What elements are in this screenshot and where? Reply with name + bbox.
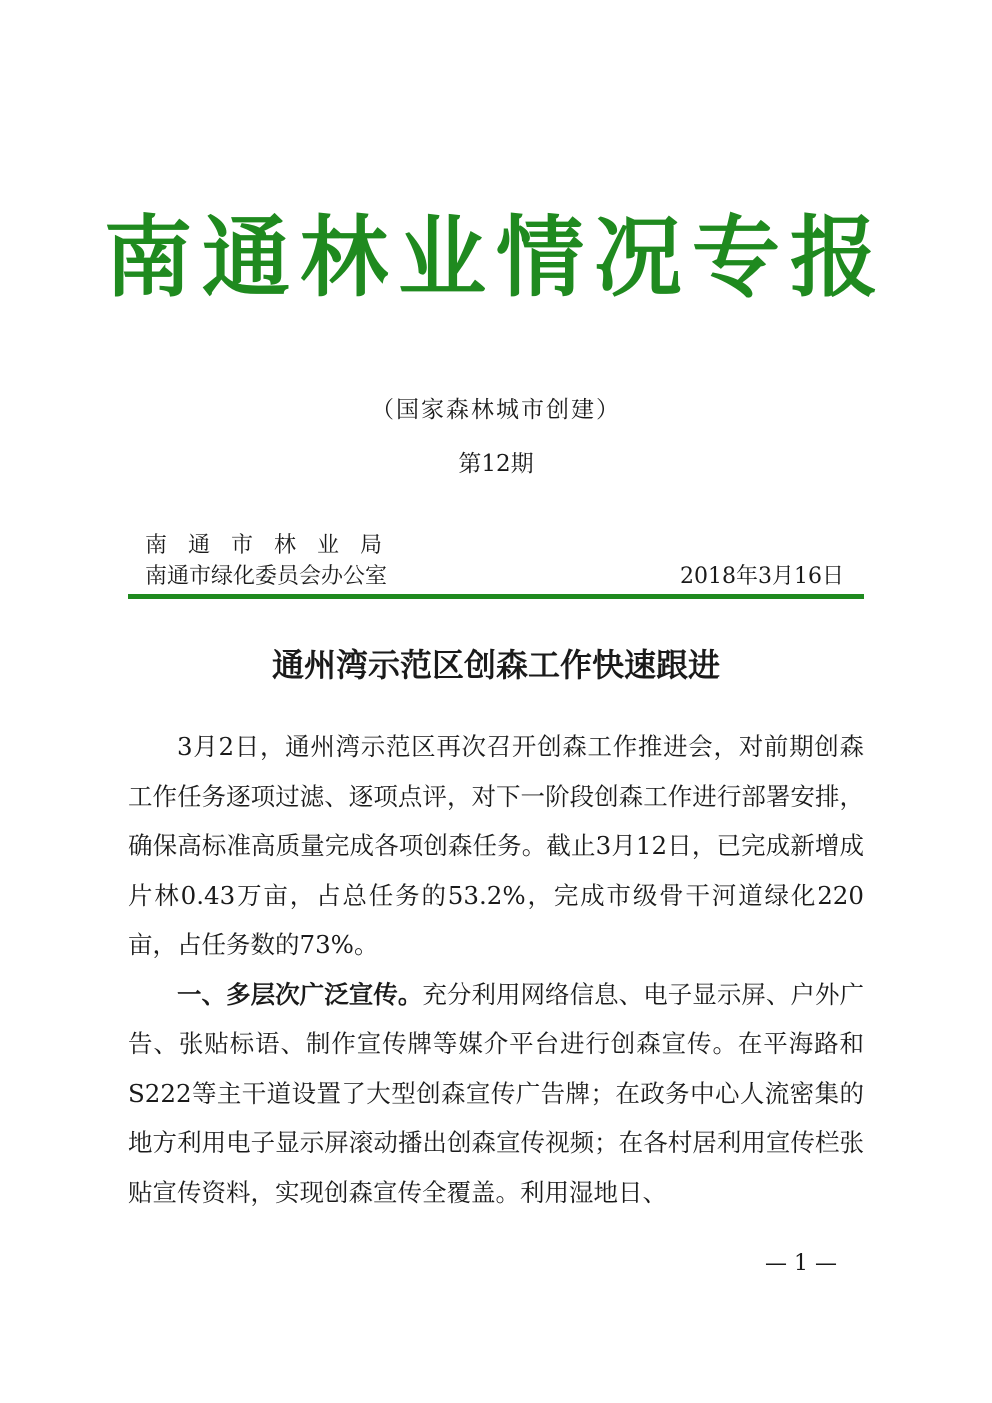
masthead-title: 南通林业情况专报: [103, 206, 888, 309]
section-1-text: 充分利用网络信息、电子显示屏、户外广告、张贴标语、制作宣传牌等媒介平台进行创森宣传。在平海路和S222等主干道设置了大型创森宣传广告牌；在政务中心人流密集的地方利用电子显示屏滚动播出创森宣传视频；在各村居利用宣传栏张贴宣传资料，实现创森宣传全覆盖。利用湿地日、: [128, 979, 865, 1207]
article-body: [128, 722, 864, 1217]
paragraph-section-1: [128, 970, 864, 1218]
issue-number: 第12期: [458, 451, 534, 477]
issue-date: 2018年3月16日: [680, 564, 844, 589]
issuer-org-forestry-bureau: 南通市林业局: [145, 533, 404, 558]
section-1-heading: 一、多层次广泛宣传。: [177, 979, 423, 1009]
article-title: 通州湾示范区创森工作快速跟进: [271, 646, 720, 684]
issuer-org-greening-office: 南通市绿化委员会办公室: [145, 564, 388, 589]
page-number: — 1 —: [765, 1251, 837, 1276]
paragraph-intro: 3月2日，通州湾示范区再次召开创森工作推进会，对前期创森工作任务逐项过滤、逐项点评，对下一阶段创森工作进行部署安排，确保高标准高质量完成各项创森任务。截止3月12日，已完成新增成片林0.43万亩，占总任务的53.2%，完成市级骨干河道绿化220亩，占任务数的73%。: [128, 732, 864, 959]
masthead-subtitle: （国家森林城市创建）: [371, 397, 621, 423]
header-divider: [128, 594, 864, 599]
